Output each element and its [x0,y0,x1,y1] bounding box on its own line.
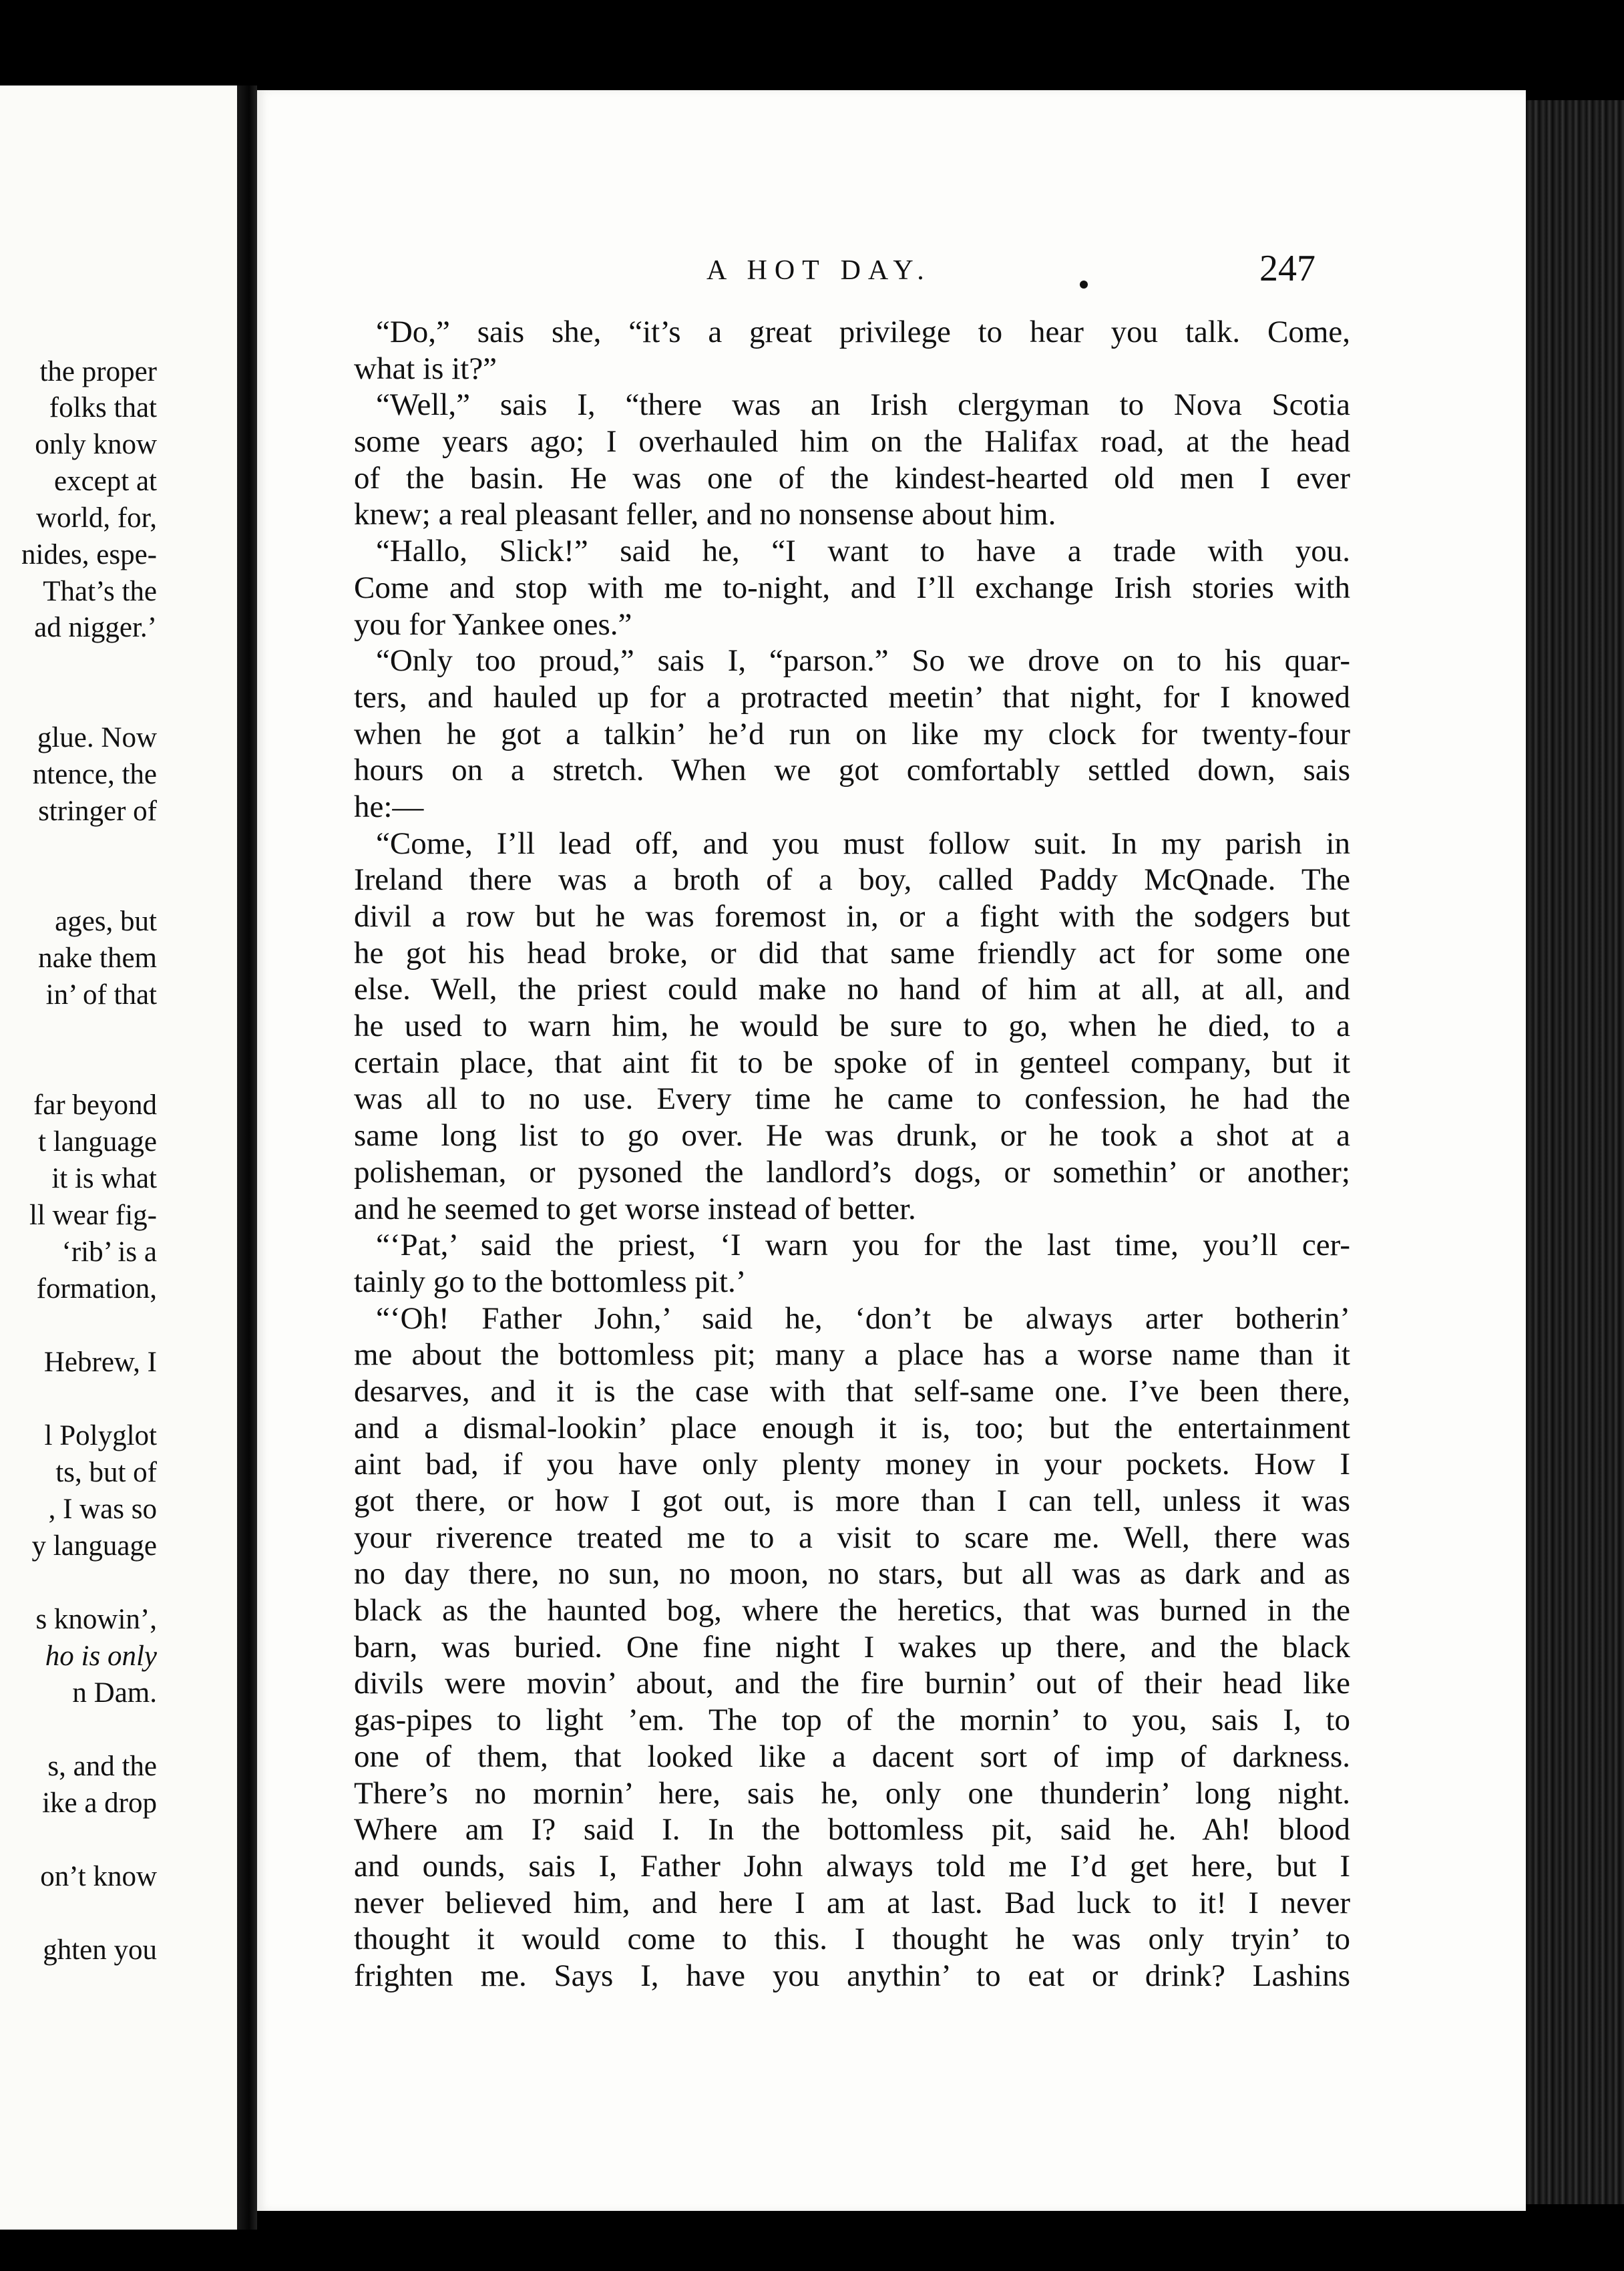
text-line: “Well,” sais I, “there was an Irish clergyman to Nova Scotia [376,387,1350,423]
facing-page-line: n Dam. [72,1677,157,1709]
text-line: was all to no use. Every time he came to confession, he had the [354,1081,1350,1117]
text-line: never believed him, and here I am at last. Bad luck to it! I never [354,1885,1350,1920]
text-line: gas-pipes to light ’em. The top of the mornin’ to you, sais I, to [354,1703,1350,1738]
facing-page-line: it is what [51,1163,157,1194]
facing-page-line: ‘rib’ is a [61,1236,157,1268]
facing-page-line: ntence, the [32,759,157,790]
text-line: There’s no mornin’ here, sais he, only one thunderin’ long night. [354,1775,1350,1811]
ink-dot [1080,281,1088,289]
text-line: “‘Pat,’ said the priest, ‘I warn you for the last time, you’ll cer- [376,1228,1350,1263]
text-line: and he seemed to get worse instead of better. [354,1191,916,1226]
facing-page-line: formation, [36,1273,157,1304]
text-line: barn, was buried. One fine night I wakes up there, and the black [354,1629,1350,1665]
facing-page-line: world, for, [36,502,157,534]
text-line: he:— [354,789,424,824]
text-line: tainly go to the bottomless pit.’ [354,1264,747,1299]
text-line: certain place, that aint fit to be spoke of in genteel company, but it [354,1045,1350,1080]
facing-page-line: ghten you [43,1934,157,1966]
text-line: one of them, that looked like a dacent sort of imp of darkness. [354,1739,1350,1774]
text-line: your riverence treated me to a visit to scare me. Well, there was [354,1520,1350,1555]
text-line: hours on a stretch. When we got comfortably settled down, sais [354,753,1350,788]
text-line: ters, and hauled up for a protracted meetin’ that night, for I knowed [354,679,1350,715]
facing-page-line: in’ of that [45,979,157,1011]
facing-page-line: t language [38,1126,157,1158]
text-line: frighten me. Says I, have you anythin’ to eat or drink? Lashins [354,1958,1350,1993]
text-line: divil a row but he was foremost in, or a fight with the sodgers but [354,899,1350,934]
facing-page-line: ages, but [55,906,157,937]
text-line: Where am I? said I. In the bottomless pit, said he. Ah! blood [354,1812,1350,1848]
page-edge [1526,100,1624,2204]
facing-page-line: nake them [38,942,157,974]
facing-page-line: s knowin’, [35,1604,157,1635]
facing-page-line: y language [31,1530,157,1562]
text-line: and ounds, sais I, Father John always told me I’d get here, but I [354,1848,1350,1884]
text-line: “Do,” sais she, “it’s a great privilege to hear you talk. Come, [376,315,1350,349]
text-line: else. Well, the priest could make no hand of him at all, at all, and [354,972,1350,1007]
text-line: when he got a talkin’ he’d run on like my clock for twenty-four [354,716,1350,751]
text-line: knew; a real pleasant feller, and no nonsense about him. [354,497,1056,532]
text-line: Ireland there was a broth of a boy, called Paddy McQnade. The [354,862,1350,898]
facing-page-line: glue. Now [37,722,157,753]
book-gutter [237,85,257,2230]
facing-page-line: folks that [49,392,157,423]
text-line: “Come, I’ll lead off, and you must follow suit. In my parish in [376,826,1350,861]
text-line: what is it?” [354,351,497,386]
text-line: black as the haunted bog, where the heretics, that was burned in the [354,1593,1350,1628]
facing-page-line: on’t know [40,1861,157,1892]
page-number: 247 [1259,248,1315,289]
facing-page-line: ike a drop [42,1787,157,1819]
facing-page-line: only know [35,429,157,460]
text-line: “Hallo, Slick!” said he, “I want to have a trade with you. [376,534,1350,569]
facing-page-line: s, and the [47,1751,157,1782]
facing-page-line: That’s the [43,576,157,607]
facing-page-line: far beyond [33,1089,157,1121]
facing-page-line: the proper [39,356,157,387]
text-line: “Only too proud,” sais I, “parson.” So we drove on to his quar- [376,643,1350,679]
text-line: he got his head broke, or did that same friendly act for some one [354,935,1350,971]
text-line: aint bad, if you have only plenty money in your pockets. How I [354,1447,1350,1482]
text-line: and a dismal-lookin’ place enough it is, too; but the entertainment [354,1410,1350,1445]
text-line: divils were movin’ about, and the fire burnin’ out of their head like [354,1666,1350,1701]
facing-page-line: Hebrew, I [43,1347,157,1378]
facing-page-line: ts, but of [55,1457,157,1488]
text-line: you for Yankee ones.” [354,606,632,642]
facing-page-line: nides, espe- [21,539,157,570]
facing-page-line: ll wear fig- [29,1200,157,1231]
text-line: some years ago; I overhauled him on the Halifax road, at the head [354,424,1350,460]
facing-page-line: except at [54,466,157,497]
text-line: desarves, and it is the case with that self-same one. I’ve been there, [354,1373,1350,1409]
facing-page-line: l Polyglot [44,1420,157,1451]
text-line: polisheman, or pysoned the landlord’s dogs, or somethin’ or another; [354,1154,1350,1190]
running-head: A HOT DAY. [706,255,932,286]
text-line: Come and stop with me to-night, and I’ll exchange Irish stories with [354,570,1350,605]
facing-page-line: ad nigger.’ [34,612,157,643]
text-line: he used to warn him, he would be sure to go, when he died, to a [354,1009,1350,1044]
text-line: same long list to go over. He was drunk, or he took a shot at a [354,1118,1350,1154]
facing-page-fragment [0,85,237,2230]
body-text [354,314,1350,1994]
text-line: no day there, no sun, no moon, no stars, but all was as dark and as [354,1556,1350,1592]
text-line: thought it would come to this. I thought he was only tryin’ to [354,1922,1350,1957]
facing-page-line: stringer of [38,796,157,827]
text-line: me about the bottomless pit; many a place has a worse name than it [354,1337,1350,1373]
facing-page-line: ho is only [45,1640,157,1672]
facing-page-line: , I was so [48,1494,157,1525]
text-line: of the basin. He was one of the kindest-hearted old men I ever [354,460,1350,496]
text-line: got there, or how I got out, is more than I can tell, unless it was [354,1483,1350,1518]
text-line: “‘Oh! Father John,’ said he, ‘don’t be always arter botherin’ [376,1300,1350,1336]
